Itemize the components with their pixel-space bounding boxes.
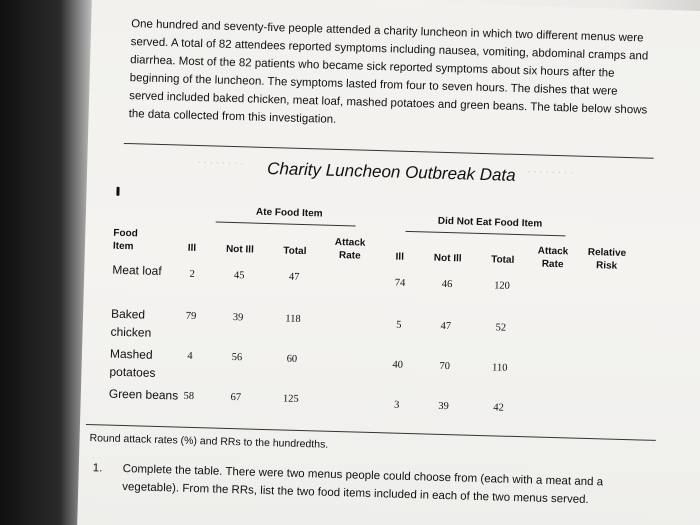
cell-not-not-ill: 47 [440,320,452,333]
cell-ate-total: 125 [282,393,299,405]
cell-ate-total: 60 [286,353,298,365]
col-header-ate-ill: Ill [187,242,197,255]
col-header-ate-total: Total [283,245,307,258]
cell-ate-not-ill: 45 [233,270,245,282]
cell-not-not-ill: 46 [441,278,453,291]
cell-not-ill: 74 [394,277,406,289]
row-label-baked-chicken: Baked chicken [110,306,152,340]
bullet-mark [116,187,119,196]
row-label-mashed-potatoes: Mashed potatoes [109,346,156,380]
table-title: Charity Luncheon Outbreak Data [266,158,516,185]
cell-not-not-ill: 70 [439,360,451,373]
cell-ate-ill: 4 [187,350,193,362]
rounding-note: Round attack rates (%) and RRs to the hundredths. [89,432,329,451]
question-number: 1. [92,462,103,475]
col-header-food: Food Item [112,227,138,253]
cell-ate-not-ill: 39 [232,312,244,324]
cell-not-ill: 40 [392,359,404,371]
intro-paragraph: One hundred and seventy-five people attended a charity luncheon in which two different menus were served. A total of 82 attendees reported symptoms including nausea, vomiting, abdominal cramps and diarrhea. Most of the 82 patients who became sick reported symptoms about six hours after the beginning of the luncheon. The symptoms lasted from four to seven hours. The dishes that were served included baked chicken, meat loaf, mashed potatoes and green beans. The table below shows the data collected from this investigation. [128,18,649,126]
cell-ate-total: 118 [285,313,301,325]
worksheet-page [77,0,700,525]
col-header-ate-not-ill: Not Ill [225,243,254,256]
cell-ate-ill: 2 [189,268,195,280]
col-header-relative-risk: Relative Risk [587,246,627,272]
cell-not-total: 120 [493,280,511,292]
cell-not-total: 110 [491,362,508,374]
cell-ate-ill: 79 [185,310,197,323]
group-underline-not [405,231,565,236]
row-label-meat-loaf: Meat loaf [112,262,162,279]
row-label-green-beans: Green beans [108,386,179,403]
faint-background-text: · · · · · · · · [527,166,574,179]
question-text: Complete the table. There were two menus people could choose from (each with a meat and a vegetable). From the RRs, list the two food items included in each of the two menus served. [122,463,604,507]
cell-not-ill: 3 [393,399,400,411]
col-header-not-not-ill: Not Ill [433,252,462,265]
group-underline-ate [216,222,356,227]
cell-ate-not-ill: 56 [231,352,243,364]
col-header-not-attack: Attack Rate [537,245,569,271]
cell-ate-ill: 58 [183,390,195,403]
group-header-not: Did Not Eat Food Item [437,215,543,230]
cell-not-ill: 5 [396,319,402,331]
cell-not-total: 52 [495,322,507,334]
cell-ate-not-ill: 67 [230,392,242,404]
cell-ate-total: 47 [288,271,300,283]
faint-background-text: · · · · · · · · [197,157,244,170]
question-1 [92,459,643,510]
col-header-not-ill: Ill [395,251,405,263]
cell-not-not-ill: 39 [438,400,450,413]
col-header-ate-attack: Attack Rate [334,236,366,262]
group-header-ate: Ate Food Item [255,206,323,220]
cell-not-total: 42 [493,402,505,414]
col-header-not-total: Total [491,254,515,266]
